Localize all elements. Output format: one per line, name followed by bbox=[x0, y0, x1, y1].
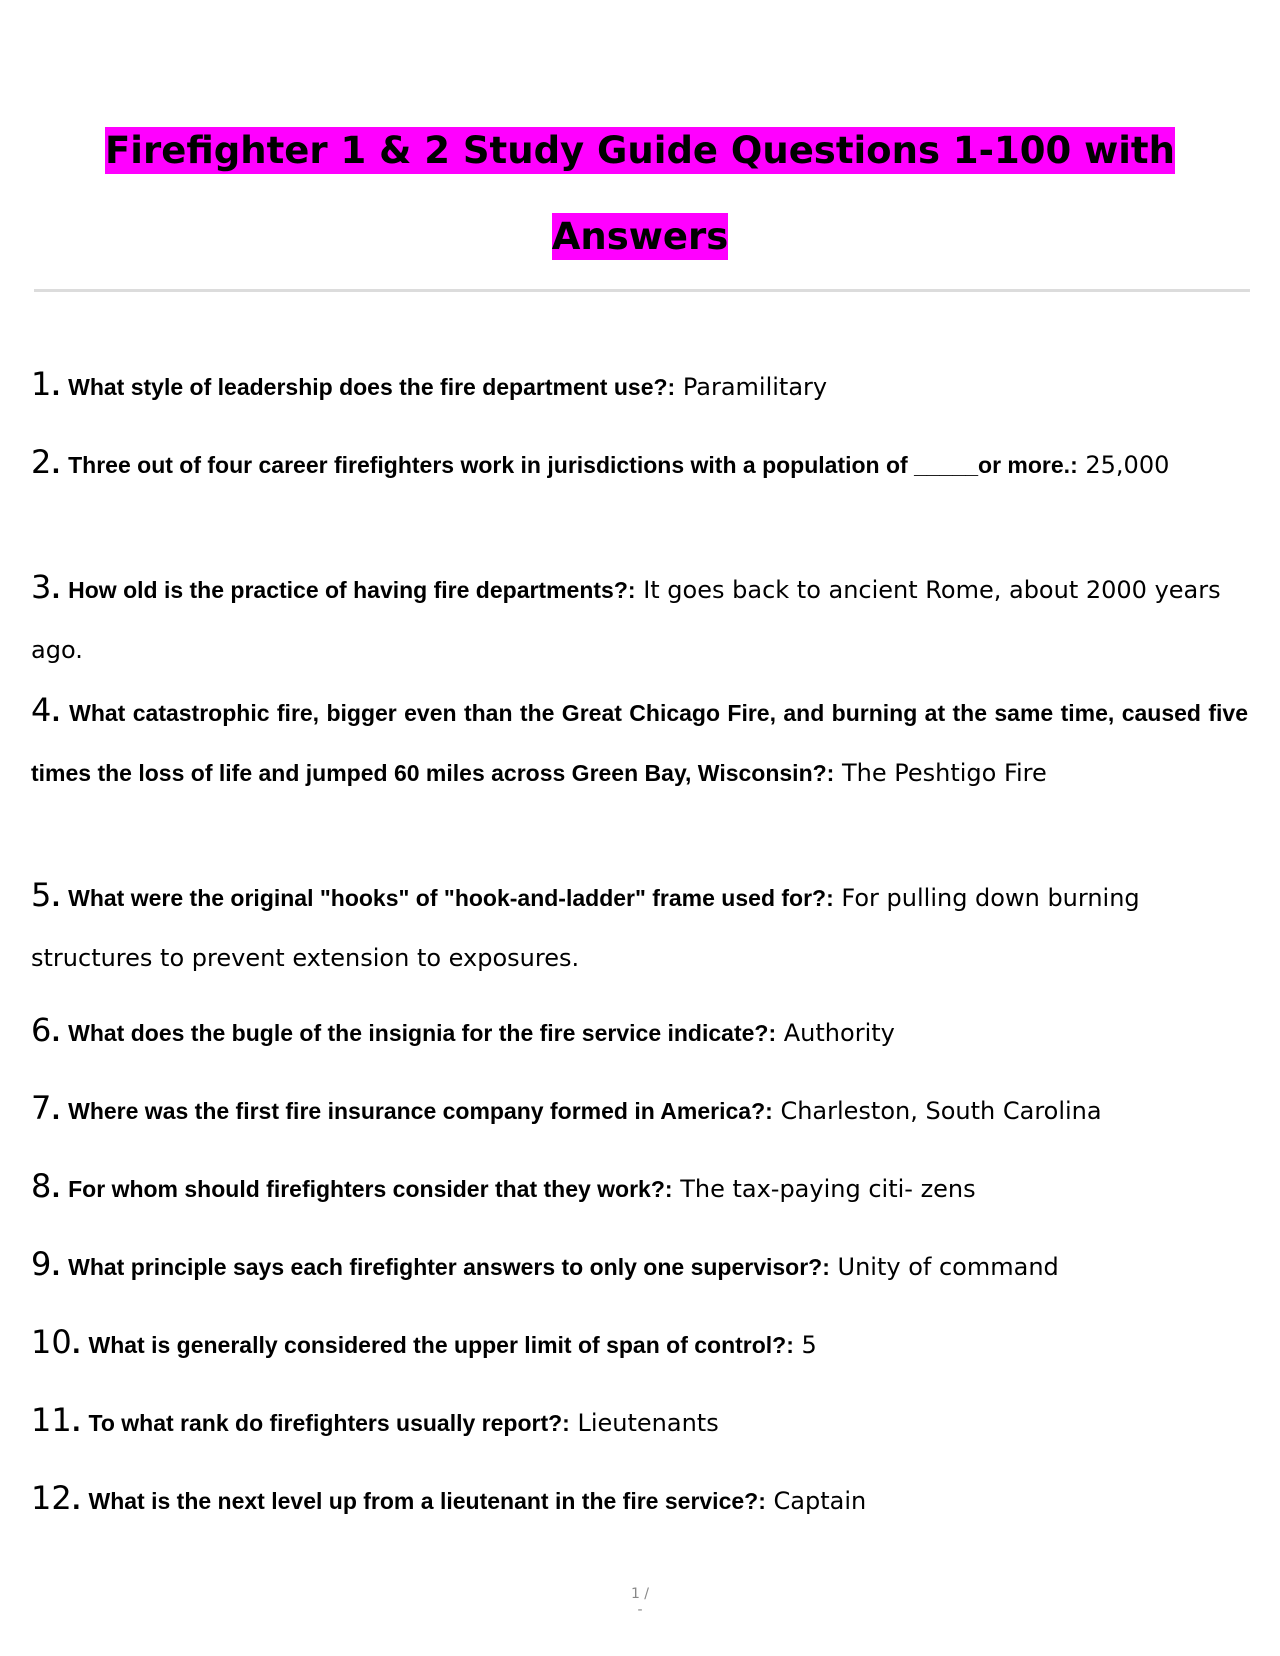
answer-text: Captain bbox=[773, 1487, 867, 1515]
question-text: What principle says each firefighter answers to only one supervisor?: bbox=[68, 1254, 830, 1280]
question-number: 9 bbox=[31, 1245, 52, 1283]
question-number: 4 bbox=[31, 691, 52, 729]
answer-text: The tax-paying citi- zens bbox=[680, 1175, 976, 1203]
answer-text: Charleston, South Carolina bbox=[780, 1097, 1102, 1125]
question-text: How old is the practice of having fire departments?: bbox=[68, 577, 636, 603]
page-number bbox=[600, 1586, 680, 1618]
question-number: 2 bbox=[31, 443, 52, 481]
question-text: What catastrophic fire, bigger even than the Great Chicago Fire, and burning at the same time, caused five times the loss of life and jumped 60 miles across Green Bay, Wisconsin?: bbox=[31, 700, 1248, 786]
question-item: 2. Three out of four career firefighters work in jurisdictions with a population of _____or more.: 25,000 bbox=[31, 443, 1170, 481]
question-number: 8 bbox=[31, 1167, 52, 1205]
answer-text: Paramilitary bbox=[682, 373, 828, 401]
answer-text: Unity of command bbox=[837, 1253, 1059, 1281]
question-text: What is generally considered the upper limit of span of control?: bbox=[88, 1332, 794, 1358]
question-number: 7 bbox=[31, 1089, 52, 1127]
question-number: 12 bbox=[31, 1479, 72, 1517]
question-number: 3 bbox=[31, 568, 52, 606]
answer-text: For pulling down burning structures to prevent extension to exposures. bbox=[31, 884, 1140, 972]
question-item: 9. What principle says each firefighter answers to only one supervisor?: Unity of command bbox=[31, 1245, 1059, 1283]
answer-text: It goes back to ancient Rome, about 2000 years ago. bbox=[31, 576, 1221, 664]
page-number-text: 1 / bbox=[630, 1586, 650, 1602]
answer-text: Authority bbox=[783, 1019, 895, 1047]
title-divider bbox=[34, 289, 1250, 292]
question-item: 1. What style of leadership does the fire department use?: Paramilitary bbox=[31, 365, 828, 403]
question-text: For whom should firefighters consider that they work?: bbox=[68, 1176, 673, 1202]
page-title bbox=[34, 108, 1246, 280]
question-number: 10 bbox=[31, 1323, 72, 1361]
answer-text: 25,000 bbox=[1085, 451, 1170, 479]
answer-text: Lieutenants bbox=[577, 1409, 719, 1437]
question-text: What style of leadership does the fire department use?: bbox=[68, 374, 676, 400]
answer-text: The Peshtigo Fire bbox=[841, 759, 1047, 787]
question-item: 10. What is generally considered the upper limit of span of control?: 5 bbox=[31, 1323, 817, 1361]
question-number: 1 bbox=[31, 365, 52, 403]
question-text: To what rank do firefighters usually report?: bbox=[88, 1410, 570, 1436]
question-number: 11 bbox=[31, 1401, 72, 1439]
title-line-2: Answers bbox=[551, 215, 729, 258]
question-item: 7. Where was the first fire insurance company formed in America?: Charleston, South Carolina bbox=[31, 1089, 1102, 1127]
question-number: 6 bbox=[31, 1011, 52, 1049]
question-item: 11. To what rank do firefighters usually report?: Lieutenants bbox=[31, 1401, 719, 1439]
title-line-1: Firefighter 1 & 2 Study Guide Questions 1-100 with bbox=[105, 129, 1175, 172]
question-text: Where was the first fire insurance company formed in America?: bbox=[68, 1098, 773, 1124]
question-text: What does the bugle of the insignia for the fire service indicate?: bbox=[68, 1020, 777, 1046]
question-text: What were the original "hooks" of "hook-and-ladder" frame used for?: bbox=[68, 885, 834, 911]
question-item: 3. How old is the practice of having fire departments?: It goes back to ancient Rome, about 2000 years ago. bbox=[31, 568, 1221, 664]
page-number-sub: - bbox=[637, 1602, 643, 1618]
question-item: 5. What were the original "hooks" of "hook-and-ladder" frame used for?: For pulling down burning structures to prevent extension to exposures. bbox=[31, 876, 1140, 972]
question-text: Three out of four career firefighters work in jurisdictions with a population of _____or more.: bbox=[68, 452, 1078, 478]
question-item: 6. What does the bugle of the insignia for the fire service indicate?: Authority bbox=[31, 1011, 895, 1049]
answer-text: 5 bbox=[801, 1331, 817, 1359]
question-text: What is the next level up from a lieutenant in the fire service?: bbox=[88, 1488, 766, 1514]
question-item: 12. What is the next level up from a lieutenant in the fire service?: Captain bbox=[31, 1479, 867, 1517]
question-item: 8. For whom should firefighters consider that they work?: The tax-paying citi- zens bbox=[31, 1167, 976, 1205]
question-number: 5 bbox=[31, 876, 52, 914]
question-item: 4. What catastrophic fire, bigger even than the Great Chicago Fire, and burning at the same time, caused five times the loss of life and jumped 60 miles across Green Bay, Wisconsin?: The Peshtigo Fire bbox=[31, 691, 1248, 787]
